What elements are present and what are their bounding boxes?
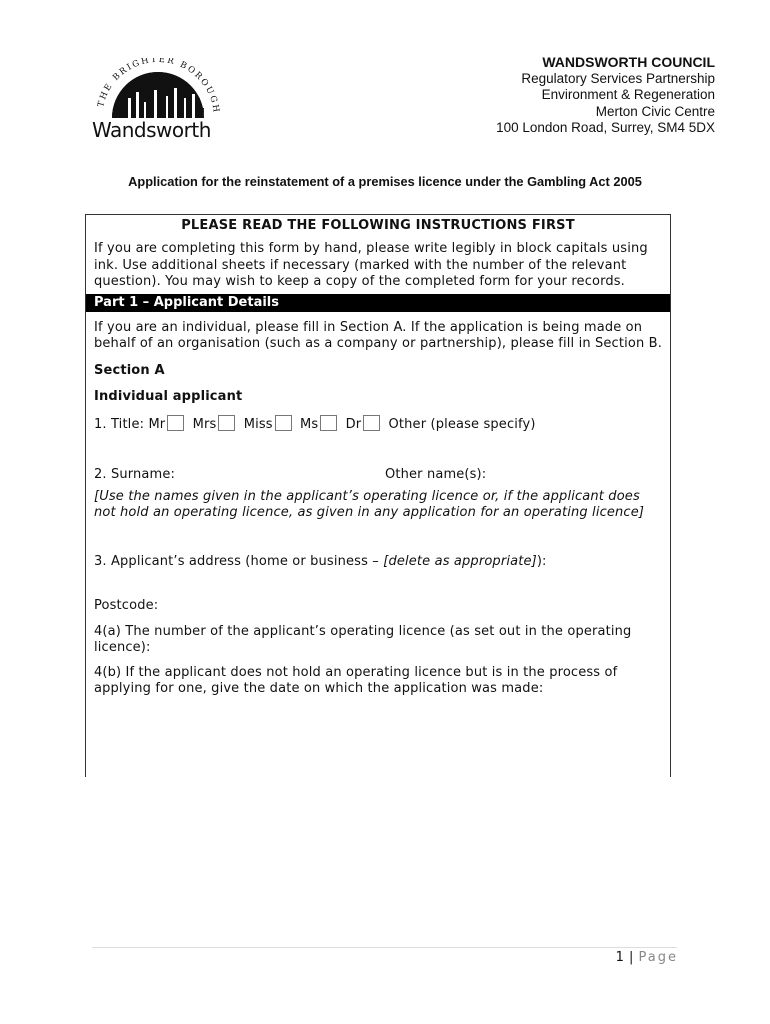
title-label: 1. Title: xyxy=(94,416,145,432)
address-label-end: ): xyxy=(536,553,547,569)
surname-label: 2. Surname: xyxy=(94,467,176,482)
title-ms-checkbox[interactable] xyxy=(320,415,337,431)
page-number-separator: | xyxy=(624,950,639,965)
instructions-heading: PLEASE READ THE FOLLOWING INSTRUCTIONS FIRST xyxy=(181,218,575,233)
document-title: Application for the reinstatement of a premises licence under the Gambling Act 2005 xyxy=(128,174,642,189)
q4a-label: 4(a) The number of the applicant’s operating licence (as set out in the operating licence): xyxy=(94,623,632,655)
section-a-heading: Section A xyxy=(94,362,165,378)
q4b-label: 4(b) If the applicant does not hold an operating licence but is in the process of applying for one, give the date on which the application was made: xyxy=(94,664,618,696)
footer-divider xyxy=(92,947,677,948)
council-street: 100 London Road, Surrey, SM4 5DX xyxy=(496,120,715,135)
council-address xyxy=(496,54,715,137)
address-label: 3. Applicant’s address (home or business – xyxy=(94,553,384,569)
page-number-value: 1 xyxy=(615,950,625,965)
title-option-mr: Mr xyxy=(148,416,166,432)
council-division: Environment & Regeneration xyxy=(541,87,715,102)
title-option-miss: Miss xyxy=(243,416,273,432)
title-option-mrs: Mrs xyxy=(192,416,217,432)
address-field xyxy=(86,554,670,571)
council-building: Merton Civic Centre xyxy=(595,103,715,119)
other-names-label: Other name(s): xyxy=(385,467,487,482)
instructions-text: If you are completing this form by hand, please write legibly in block capitals using ink. Use additional sheets if necessary (marked with the number of the relevant question). You may wish to keep a copy of the completed form for your records. xyxy=(94,241,648,289)
title-option-other: Other (please specify) xyxy=(388,416,536,432)
part1-intro: If you are an individual, please fill in Section A. If the application is being made on behalf of an organisation (such as a company or partnership), please fill in Section B. xyxy=(94,319,662,351)
page-number xyxy=(616,950,678,965)
part1-heading: Part 1 – Applicant Details xyxy=(86,294,670,312)
page-word: Page xyxy=(638,950,678,965)
council-name: WANDSWORTH COUNCIL xyxy=(542,54,715,70)
logo-wordmark: Wandsworth xyxy=(92,118,211,142)
logo-arc-text: THE BRIGHTER BOROUGH xyxy=(96,58,221,115)
title-option-dr: Dr xyxy=(345,416,362,432)
council-dept: Regulatory Services Partnership xyxy=(521,70,715,86)
title-option-ms: Ms xyxy=(299,416,319,432)
postcode-label: Postcode: xyxy=(94,598,159,613)
title-mr-checkbox[interactable] xyxy=(167,415,184,431)
individual-applicant-heading: Individual applicant xyxy=(94,389,243,404)
names-note: [Use the names given in the applicant’s operating licence or, if the applicant does not hold an operating licence, as given in any application for an operating licence] xyxy=(94,488,645,520)
title-field xyxy=(86,415,670,434)
title-miss-checkbox[interactable] xyxy=(275,415,292,431)
title-mrs-checkbox[interactable] xyxy=(218,415,235,431)
title-dr-checkbox[interactable] xyxy=(363,415,380,431)
form-box xyxy=(85,214,671,777)
name-fields xyxy=(86,467,670,484)
address-delete-note: [delete as appropriate] xyxy=(383,553,537,569)
